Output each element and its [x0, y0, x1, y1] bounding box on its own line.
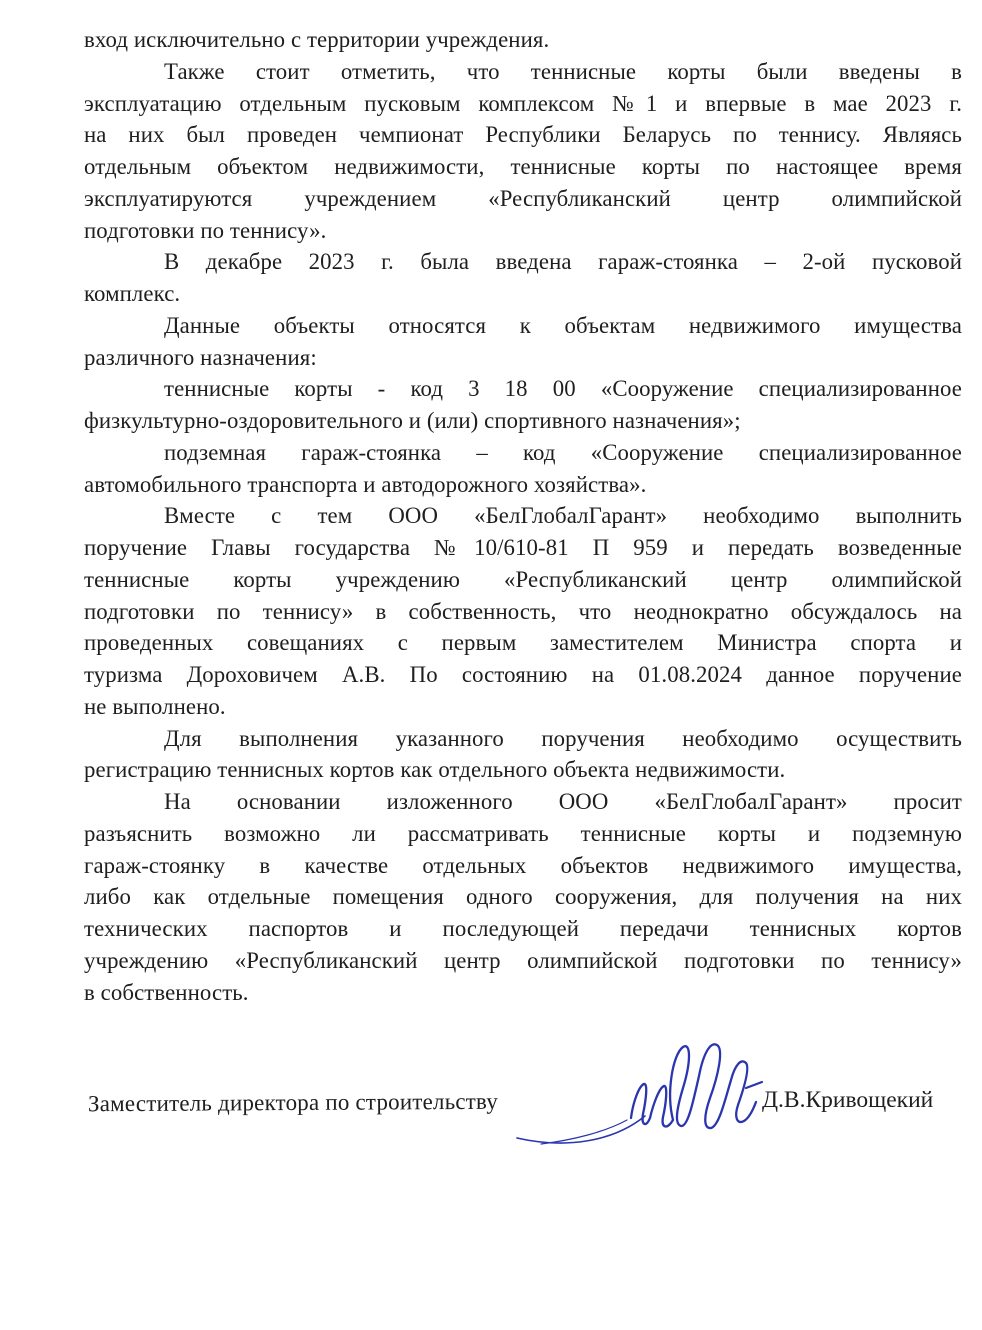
text-line: либо как отдельные помещения одного сооружения, для получения на них: [84, 884, 962, 910]
text-line: регистрацию теннисных кортов как отдельного объекта недвижимости.: [84, 757, 786, 783]
text-line: Данные объекты относятся к объектам недвижимого имущества: [164, 312, 962, 338]
text-line: Для выполнения указанного поручения необходимо осуществить: [164, 725, 962, 751]
text-line: комплекс.: [84, 281, 181, 306]
paragraph: [84, 373, 962, 437]
document-body: [84, 24, 962, 1008]
text-line: не выполнено.: [84, 693, 226, 719]
signatory-name: Д.В.Кривощекий: [762, 1087, 934, 1113]
text-line: в собственность.: [84, 979, 249, 1005]
text-line: В декабре 2023 г. была введена гараж-стоянка – 2-ой пусковой: [164, 249, 962, 275]
text-line: отдельным объектом недвижимости, теннисные корты по настоящее время: [84, 154, 962, 179]
paragraph: [84, 56, 962, 247]
text-line: эксплуатацию отдельным пусковым комплексом №1 и впервые в мае 2023 г.: [84, 90, 962, 116]
text-line: автомобильного транспорта и автодорожного хозяйства».: [84, 471, 647, 497]
text-line: на них был проведен чемпионат Республики Беларусь по теннису. Являясь: [84, 122, 962, 148]
text-line: подготовки по теннису».: [84, 217, 327, 243]
paragraph: [84, 437, 962, 501]
text-line: гараж-стоянку в качестве отдельных объектов недвижимого имущества,: [84, 852, 962, 878]
text-line: технических паспортов и последующей передачи теннисных кортов: [84, 916, 962, 941]
text-line: учреждению «Республиканский центр олимпийской подготовки по теннису»: [84, 947, 962, 973]
signature-loops-stroke: [670, 1044, 756, 1128]
text-line: теннисные корты учреждению «Республиканский центр олимпийской: [84, 566, 962, 592]
text-line: теннисные корты - код 3 18 00 «Сооружение специализированное: [164, 376, 962, 402]
text-line: физкультурно-оздоровительного и (или) спортивного назначения»;: [84, 408, 741, 433]
text-line: различного назначения:: [84, 344, 317, 370]
text-line: поручение Главы государства №10/610-81 П 959 и передать возведенные: [84, 535, 962, 560]
paragraph: [84, 246, 962, 310]
signature-flourish-stroke-2: [541, 1120, 627, 1144]
signature-dash-stroke: [746, 1082, 762, 1088]
paragraph: [84, 723, 962, 787]
text-line: вход исключительно с территории учреждения.: [84, 27, 550, 52]
signatory-title: Заместитель директора по строительству: [87, 1088, 499, 1117]
signature-ink: [513, 1038, 765, 1146]
paragraph: [84, 24, 962, 56]
text-line: туризма Дороховичем А.В. По состоянию на 01.08.2024 данное поручение: [84, 662, 962, 687]
text-line: эксплуатируются учреждением «Республиканский центр олимпийской: [84, 185, 962, 211]
text-line: подготовки по теннису» в собственность, что неоднократно обсуждалось на: [84, 598, 962, 624]
text-line: подземная гараж-стоянка – код «Сооружение специализированное: [164, 439, 962, 465]
paragraph: [84, 786, 962, 1008]
text-line: На основании изложенного ООО «БелГлобалГарант» просит: [164, 789, 962, 814]
text-line: разъяснить возможно ли рассматривать теннисные корты и подземную: [84, 820, 962, 846]
text-line: Также стоит отметить, что теннисные корты были введены в: [164, 58, 962, 84]
paragraph: [84, 500, 962, 722]
signature-m-stroke: [631, 1084, 673, 1127]
paragraph: [84, 310, 962, 374]
text-line: проведенных совещаниях с первым заместителем Министра спорта и: [84, 630, 962, 656]
text-line: Вместе с тем ООО «БелГлобалГарант» необходимо выполнить: [164, 503, 962, 529]
